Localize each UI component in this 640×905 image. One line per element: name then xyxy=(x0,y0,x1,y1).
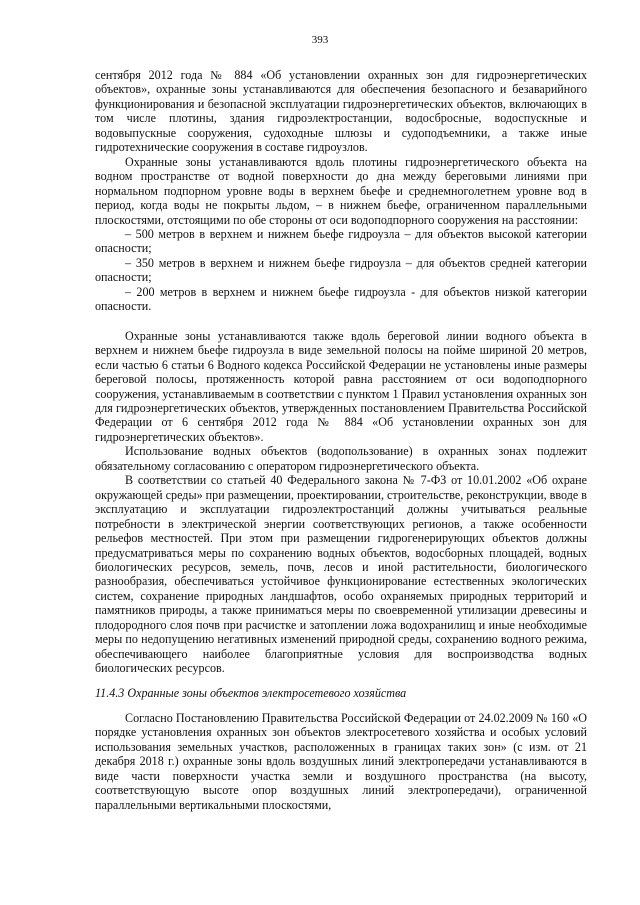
paragraph-continuation: сентября 2012 года № 884 «Об установлении охранных зон для гидроэнергетических объектов», охранные зоны устанавливаются для обеспечения безопасного и безаварийного функционирования и безопасной эксплуатации гидроэнергетических объектов, включающих в том числе плотины, здания гидроэлектростанции, водосбросные, водоспускные и водовыпускные сооружения, судоходные шлюзы и судоподъемники, а также иные гидротехнические сооружения в составе гидроузлов. xyxy=(95,68,587,155)
list-item-medium-category: – 350 метров в верхнем и нижнем бьефе гидроузла – для объектов средней категории опасности; xyxy=(95,255,587,285)
page-number: 393 xyxy=(311,34,329,46)
list-item-low-category: – 200 метров в верхнем и нижнем бьефе гидроузла - для объектов низкой категории опасности. xyxy=(95,284,587,314)
list-item-high-category: – 500 метров в верхнем и нижнем бьефе гидроузла – для объектов высокой категории опасности; xyxy=(95,226,587,256)
document-body xyxy=(95,68,587,812)
paragraph-water-use: Использование водных объектов (водопользование) в охранных зонах подлежит обязательному согласованию с оператором гидроэнергетического объекта. xyxy=(95,444,587,473)
paragraph-shoreline-zone: Охранные зоны устанавливаются также вдоль береговой линии водного объекта в верхнем и нижнем бьефе гидроузла в виде земельной полосы на пойме шириной 20 метров, если частью 6 статьи 6 Водного кодекса Российской Федерации не установлены иные размеры береговой полосы, протяженность которой равна расстоянием от оси водоподпорного сооружения, устанавливаемым в соответствии с пунктом 1 Правил установления охранных зон для гидроэнергетических объектов, утвержденных постановлением Правительства Российской Федерации от 6 сентября 2012 года № 884 «Об установлении охранных зон для гидроэнергетических объектов». xyxy=(95,328,587,444)
paragraph-zone-definition: Охранные зоны устанавливаются вдоль плотины гидроэнергетического объекта на водном пространстве от водной поверхности до дна между береговыми линиями при нормальном подпорном уровне воды в верхнем бьефе и среднемноголетнем уровне вод в период, когда воды не покрыты льдом, – в нижнем бьефе, ограниченном параллельными плоскостями, отстоящими по обе стороны от оси водоподпорного сооружения на расстоянии: xyxy=(95,154,587,227)
paragraph-federal-law: В соответствии со статьей 40 Федерального закона № 7-ФЗ от 10.01.2002 «Об охране окружающей среды» при размещении, проектировании, строительстве, реконструкции, вводе в эксплуатацию и эксплуатации гидроэлектростанций должны учитываться реальные потребности в электрической энергии соответствующих регионов, а также особенности рельефов местностей. При этом при размещении гидрогенерирующих объектов должны предусматриваться меры по сохранению водных объектов, водосборных площадей, водных биологических ресурсов, земель, почв, лесов и иной растительности, биологического разнообразия, обеспечиваться устойчивое функционирование естественных экологических систем, сохранение природных ландшафтов, особо охраняемых природных территорий и памятников природы, а также приниматься меры по своевременной утилизации древесины и плодородного слоя почв при расчистке и затоплении ложа водохранилищ и иные необходимые меры по недопущению негативных изменений природной среды, сохранению водного режима, обеспечивающего наиболее благоприятные условия для воспроизводства водных биологических ресурсов. xyxy=(95,473,587,676)
paragraph-power-lines: Согласно Постановлению Правительства Российской Федерации от 24.02.2009 № 160 «О порядке установления охранных зон объектов электросетевого хозяйства и особых условий использования земельных участков, расположенных в границах таких зон» (с изм. от 21 декабря 2018 г.) охранные зоны вдоль воздушных линий электропередачи устанавливаются в виде части поверхности участка земли и воздушного пространства (на высоту, соответствующую высоте опор воздушных линий электропередачи), ограниченной параллельными вертикальными плоскостями, xyxy=(95,711,587,812)
section-heading: 11.4.3 Охранные зоны объектов электросетевого хозяйства xyxy=(95,685,407,700)
